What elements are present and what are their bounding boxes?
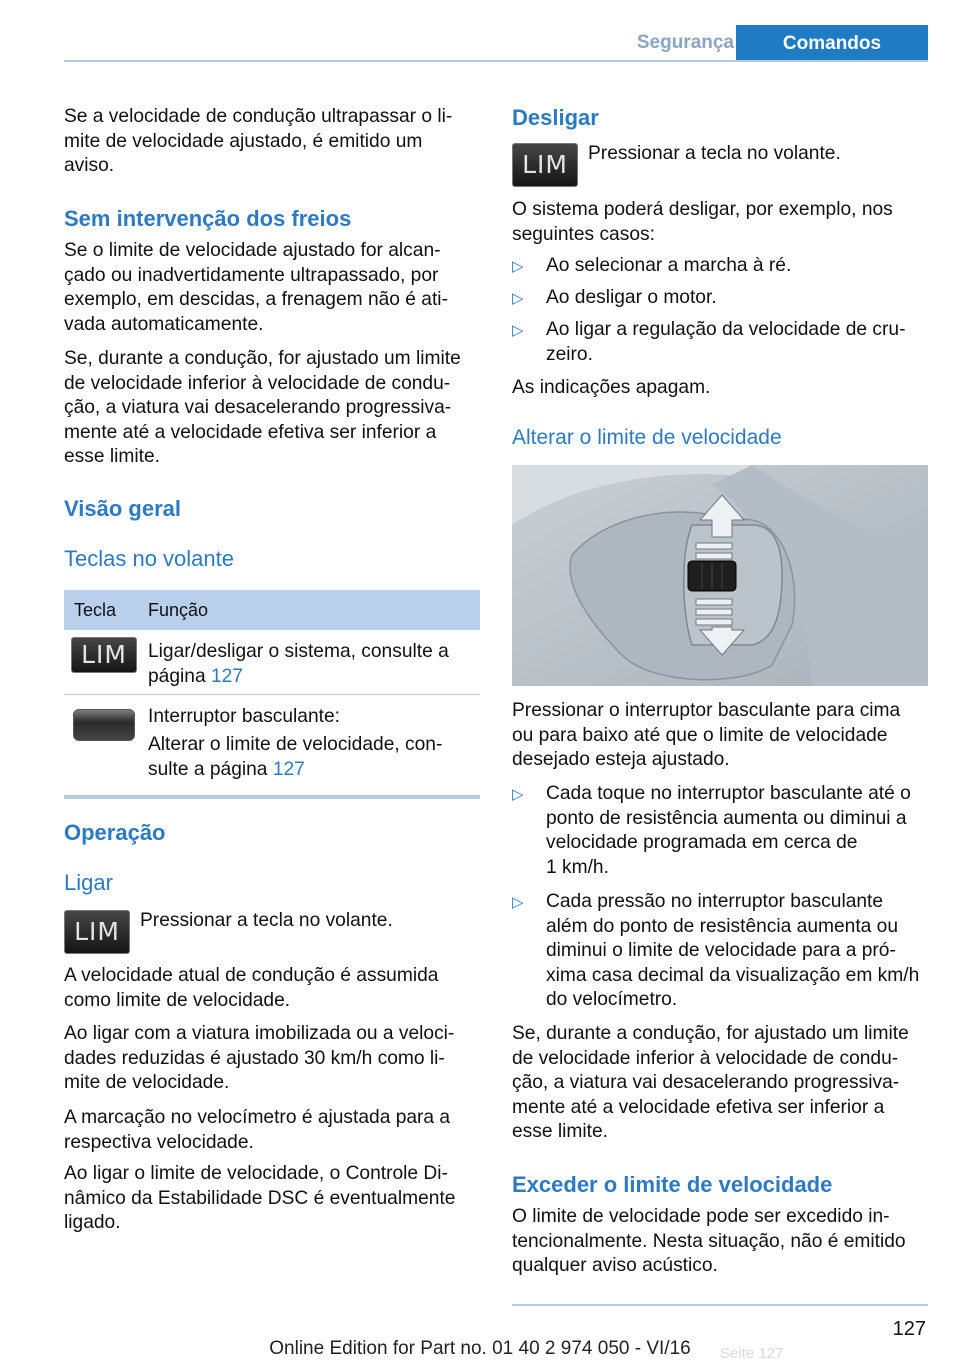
list-item (512, 286, 928, 318)
off-instruction: Pressionar a tecla no volante. (588, 143, 841, 164)
page-link[interactable]: 127 (210, 665, 243, 687)
change-paragraph-2: Se, durante a condução, for ajustado um limite de velocidade inferior à velocidade de condu- ção, a viatura vai desacelerando progressiva- mente até a velocidade efetiva ser inferior a esse limite. (512, 1023, 909, 1142)
triangle-bullet-icon: ▷ (512, 894, 524, 911)
triangle-bullet-icon: ▷ (512, 322, 524, 339)
list-item (512, 254, 928, 286)
page-link[interactable]: 127 (272, 758, 305, 780)
heading-no-brake: Sem intervenção dos freios (64, 206, 352, 231)
intro-paragraph: Se a velocidade de condução ultrapassar o li- mite de velocidade ajustado, é emitido um aviso. (64, 106, 453, 176)
off-paragraph: O sistema poderá desligar, por exemplo, nos seguintes casos: (512, 199, 893, 245)
col-key-header: Tecla (74, 600, 117, 620)
no-brake-paragraph-2: Se, durante a condução, for ajustado um limite de velocidade inferior à velocidade de condu- ção, a viatura vai desacelerando progressiva- mente até a velocidade efetiva ser inferior a esse limite. (64, 348, 461, 467)
keys-table (64, 590, 480, 799)
on-paragraph-3: A marcação no velocímetro é ajustada para a respectiva velocidade. (64, 1107, 451, 1153)
lim-key-icon: LIM (71, 637, 137, 673)
exceed-paragraph: O limite de velocidade pode ser excedido in- tencionalmente. Nesta situação, não é emitido qualquer aviso acústico. (512, 1206, 906, 1276)
on-instruction: Pressionar a tecla no volante. (140, 910, 393, 931)
heading-off: Desligar (512, 105, 599, 130)
rocker-switch-icon (73, 709, 135, 741)
footer-rule (512, 1304, 928, 1306)
list-item-text: Cada pressão no interruptor basculante além do ponto de resistência aumenta ou diminui o limite de velocidade para a pró- xima casa decimal da visualização em km/h do velocímetro. (546, 891, 920, 1010)
steering-wheel-illustration (512, 465, 928, 686)
row2-line1: Interruptor basculante: (148, 706, 340, 727)
change-list (512, 782, 928, 1018)
change-paragraph: Pressionar o interruptor basculante para cima ou para baixo até que o limite de velocidade desejado esteja ajustado. (512, 700, 901, 770)
row1-function: Ligar/desligar o sistema, consulte a página 127 (148, 641, 449, 687)
page-number: 127 (892, 1318, 926, 1340)
watermark: Seite 127 (720, 1345, 784, 1362)
table-header (64, 590, 480, 630)
list-item-text: Ao ligar a regulação da velocidade de cru- zeiro. (546, 319, 906, 365)
list-item-text: Ao selecionar a marcha à ré. (546, 255, 792, 276)
off-list (512, 254, 928, 374)
on-paragraph-4: Ao ligar o limite de velocidade, o Controle Di- nâmico da Estabilidade DSC é eventualmente ligado. (64, 1163, 456, 1233)
table-row (64, 630, 480, 695)
list-item-text: Ao desligar o motor. (546, 287, 717, 308)
heading-exceed: Exceder o limite de velocidade (512, 1172, 833, 1197)
off-end-paragraph: As indicações apagam. (512, 377, 711, 398)
chapter-tab: Comandos (736, 25, 928, 62)
table-row (64, 695, 480, 795)
heading-operation: Operação (64, 820, 166, 845)
triangle-bullet-icon: ▷ (512, 290, 524, 307)
heading-keys: Teclas no volante (64, 546, 234, 571)
on-paragraph-2: Ao ligar com a viatura imobilizada ou a veloci- dades reduzidas é ajustado 30 km/h como li- mite de velocidade. (64, 1023, 455, 1093)
on-paragraph-1: A velocidade atual de condução é assumida como limite de velocidade. (64, 965, 439, 1011)
list-item-text: Cada toque no interruptor basculante até o ponto de resistência aumenta ou diminui a velocidade programada em cerca de 1 km/h. (546, 783, 911, 878)
triangle-bullet-icon: ▷ (512, 786, 524, 803)
triangle-bullet-icon: ▷ (512, 258, 524, 275)
heading-on: Ligar (64, 870, 113, 895)
lim-key-icon: LIM (512, 143, 578, 187)
section-tab: Segurança (636, 32, 734, 53)
list-item (512, 782, 928, 890)
list-item (512, 318, 928, 374)
row2-function: Alterar o limite de velocidade, con- sulte a página 127 (148, 734, 443, 780)
edition-line: Online Edition for Part no. 01 40 2 974 050 - VI/16 (269, 1338, 691, 1359)
header-rule (64, 60, 928, 62)
no-brake-paragraph-1: Se o limite de velocidade ajustado for alcan- çado ou inadvertidamente ultrapassado, por exemplo, em descidas, a frenagem não é ati- vada automaticamente. (64, 240, 448, 335)
heading-change: Alterar o limite de velocidade (512, 426, 782, 449)
heading-overview: Visão geral (64, 496, 181, 521)
list-item (512, 890, 928, 1018)
col-function-header: Função (148, 600, 209, 620)
lim-key-icon: LIM (64, 910, 130, 954)
table-bottom-rule (64, 795, 480, 799)
